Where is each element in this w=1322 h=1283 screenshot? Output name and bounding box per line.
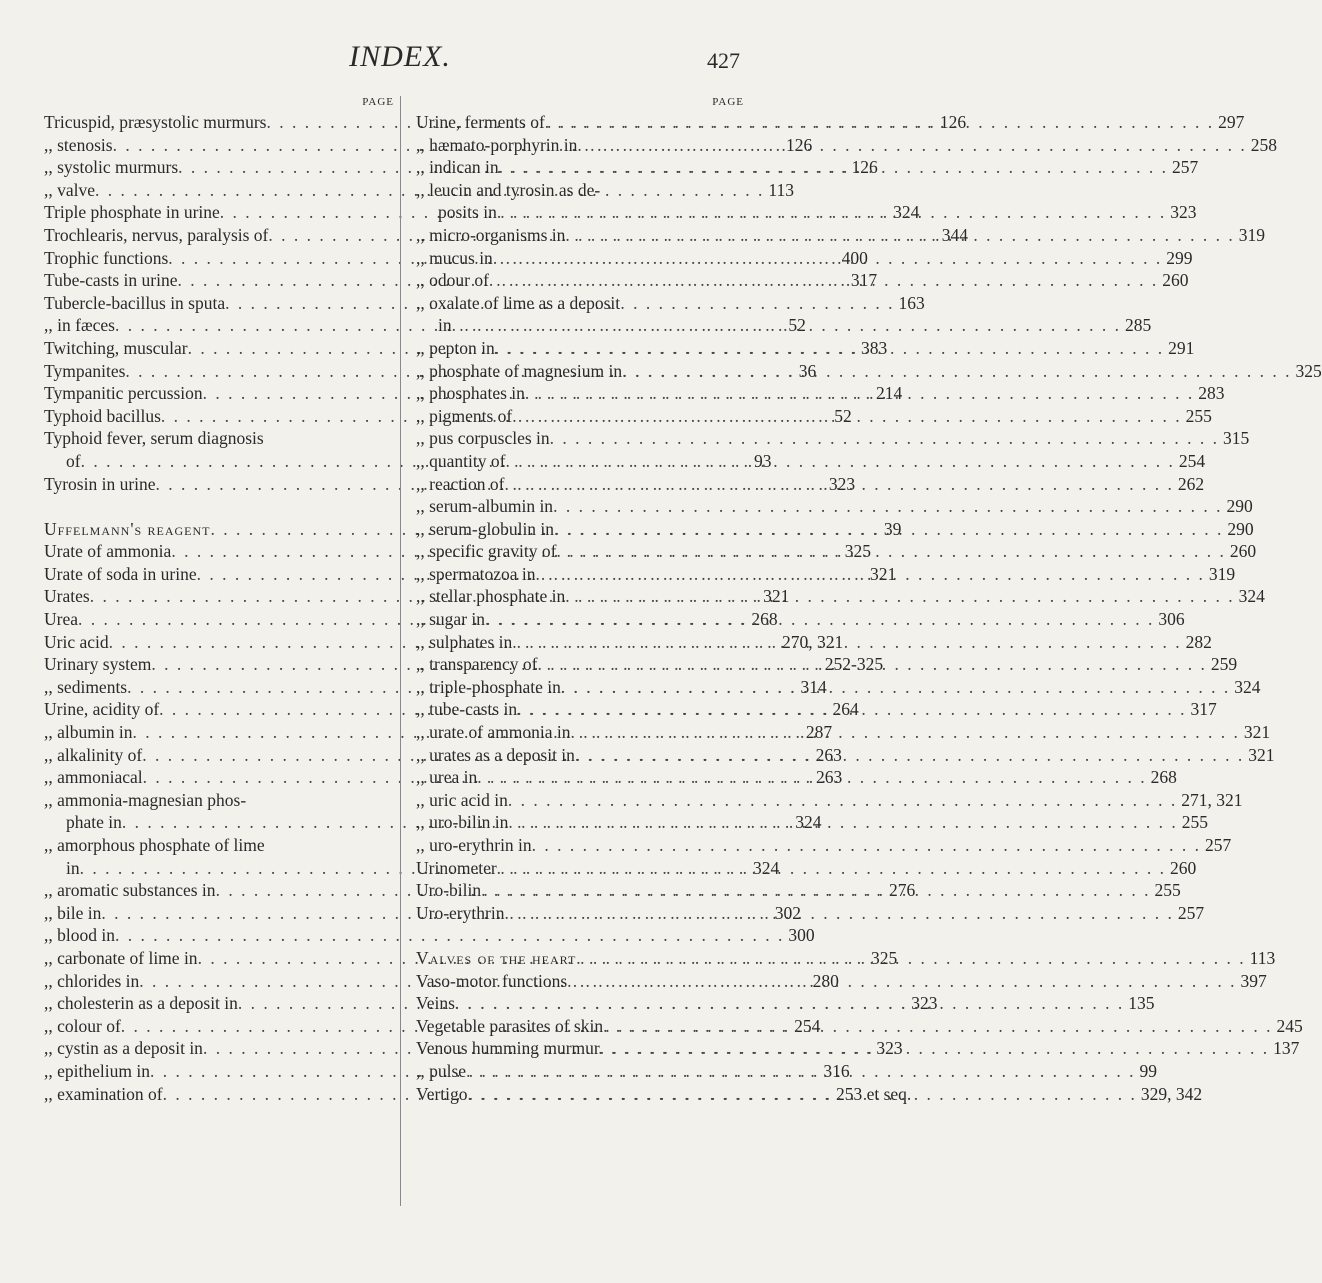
entry-term: Triple phosphate in urine — [44, 202, 220, 223]
dot-leader — [481, 879, 1150, 902]
entry-page-number: 400 — [841, 247, 868, 268]
entry-page-number: 93 — [753, 450, 772, 471]
entry-page-number: 263 — [815, 744, 842, 765]
page-title: INDEX. — [349, 40, 451, 73]
entry-term: ,, urate of ammonia in — [416, 722, 571, 743]
dot-leader — [499, 156, 1168, 179]
entry-page-number: 323 — [876, 1038, 903, 1059]
entry-term: Tricuspid, præsystolic murmurs — [44, 112, 267, 132]
entry-term: ,, mucus in — [416, 247, 493, 268]
entry-page-number: 299 — [1166, 247, 1193, 268]
entry-page-number: 260 — [1229, 541, 1257, 562]
entry-page-number: 268 — [751, 609, 778, 630]
entry-term: ,, bile in — [44, 902, 102, 923]
entry-term: Valves of the heart — [416, 947, 577, 968]
entry-term: Typhoid fever, serum diagnosis — [44, 428, 264, 449]
entry-page-number: 283 — [1198, 383, 1225, 404]
entry-term: Urine, acidity of — [44, 699, 160, 720]
entry-page-number: 325 — [844, 541, 871, 562]
entry-page-number: 324 — [795, 812, 822, 833]
entry-term: Typhoid bacillus — [44, 405, 161, 426]
entry-term: Urea — [44, 609, 79, 630]
dot-leader — [505, 450, 1174, 473]
entry-term: Tube-casts in urine — [44, 270, 178, 291]
entry-term: ,, tube-casts in — [416, 699, 518, 720]
dot-leader — [512, 405, 1181, 428]
entry-term: Trophic functions — [44, 247, 169, 268]
entry-page-number: 383 — [860, 337, 888, 358]
entry-term: Uro-bilin — [416, 880, 482, 901]
entry-term: Veins — [416, 993, 455, 1014]
entry-term: ,, uro-erythrin in — [416, 835, 532, 855]
entry-term: ,, sediments — [44, 676, 128, 697]
entry-page-number: 259 — [1210, 654, 1238, 675]
entry-term: Uro-erythrin — [416, 902, 505, 923]
entry-term: Tyrosin in urine — [44, 473, 156, 494]
dot-leader — [537, 653, 1206, 676]
dot-leader — [497, 857, 1166, 880]
entry-term: ,, odour of — [416, 270, 489, 291]
index-entry — [44, 924, 815, 947]
entry-page-number: 52 — [788, 315, 806, 336]
entry-page-number: 344 — [941, 224, 969, 245]
entry-term: ,, stenosis — [44, 134, 113, 155]
entry-page-number: 263 — [816, 767, 843, 788]
entry-page-number: 276 — [888, 880, 916, 901]
dot-leader — [493, 247, 1162, 270]
entry-term: ,, pulse — [416, 1060, 467, 1081]
entry-page-number: 324 — [893, 202, 920, 223]
entry-term: ,, pigments of — [416, 405, 513, 426]
entry-page-number: 324 — [1234, 676, 1261, 697]
dot-leader — [545, 111, 1214, 134]
entry-term: in — [66, 857, 80, 878]
index-entry — [416, 789, 1243, 812]
entry-term: ,, cystin as a deposit in — [44, 1038, 203, 1059]
entry-page-number: 36 — [798, 360, 817, 381]
entry-term: in — [438, 315, 452, 336]
entry-term: Vaso-motor functions — [416, 970, 568, 991]
entry-page-number: 214 — [876, 383, 903, 404]
entry-page-number: 126 — [939, 112, 967, 132]
entry-term: ,, amorphous phosphate of lime — [44, 835, 265, 855]
dot-leader — [517, 698, 1186, 721]
entry-term: ,, stellar phosphate in — [416, 586, 566, 607]
entry-term: ,, uric acid in — [416, 789, 508, 810]
entry-page-number: 324 — [753, 857, 780, 878]
dot-leader — [550, 427, 1219, 450]
entry-page-number: 257 — [1172, 157, 1199, 178]
entry-page-number: 317 — [1190, 699, 1217, 720]
entry-term: posits in — [438, 202, 497, 223]
dot-leader — [536, 563, 1205, 586]
page-number: 427 — [707, 48, 740, 73]
dot-leader — [565, 224, 1234, 247]
entry-page-number: 325 — [1295, 360, 1322, 381]
entry-page-number: 297 — [1218, 112, 1245, 132]
entry-term: ,, indican in — [416, 157, 499, 178]
entry-page-number: 135 — [1128, 993, 1155, 1014]
index-entry — [416, 292, 744, 315]
index-entry — [416, 834, 1232, 857]
entry-term: ,, in fæces — [44, 315, 115, 336]
entry-page-number: 321 — [1243, 722, 1271, 743]
dot-leader — [567, 970, 1236, 993]
dot-leader — [495, 337, 1164, 360]
entry-page-number: 163 — [898, 292, 925, 313]
entry-page-number: 325 — [870, 947, 898, 968]
entry-term: ,, transparency of — [416, 654, 538, 675]
entry-term: ,, colour of — [44, 1015, 121, 1036]
entry-term: ,, hæmato-porphyrin in — [416, 134, 578, 155]
entry-term: ,, albumin in — [44, 722, 133, 743]
dot-leader — [553, 495, 1222, 518]
dot-leader — [603, 1015, 1272, 1038]
entry-term: ,, phosphates in — [416, 383, 525, 404]
entry-term: ,, spermatozoa in — [416, 563, 536, 584]
entry-term: Urine, ferments of — [416, 112, 545, 132]
entry-term: ,, phosphate of magnesium in — [416, 360, 623, 381]
entry-page-number: 321 — [763, 586, 790, 607]
entry-page-number: 319 — [1208, 563, 1236, 584]
entry-term: Urate of ammonia — [44, 541, 172, 562]
entry-page-number: 39 — [883, 518, 902, 539]
entry-page-number: 264 — [832, 699, 859, 720]
dot-leader — [622, 360, 1291, 383]
dot-leader — [561, 676, 1230, 699]
entry-page-number: 285 — [1125, 315, 1152, 336]
entry-page-number: 254 — [1178, 450, 1206, 471]
entry-page-number: 316 — [823, 1060, 850, 1081]
entry-term: phate in — [66, 812, 122, 833]
entry-term: of — [66, 450, 81, 471]
entry-term: ,, micro-organisms in — [416, 224, 566, 245]
index-entry — [416, 179, 744, 202]
section-spacer — [44, 495, 394, 518]
entry-page-number: 262 — [1177, 473, 1205, 494]
entry-page-number: 314 — [800, 676, 827, 697]
entry-term: Uffelmann's reagent — [44, 518, 211, 539]
dot-leader — [525, 382, 1194, 405]
entry-term: ,, urates as a deposit in — [416, 744, 575, 765]
index-entry — [44, 314, 806, 337]
entry-term: ,, triple-phosphate in — [416, 676, 561, 697]
entry-term: ,, sulphates in — [416, 631, 513, 652]
entry-term: Uric acid — [44, 631, 109, 652]
entry-page-number: 300 — [788, 925, 815, 946]
entry-page-number: 260 — [1170, 857, 1197, 878]
entry-term: Vertigo — [416, 1083, 468, 1104]
entry-page-number: 319 — [1238, 224, 1266, 245]
entry-term: ,, reaction of — [416, 473, 505, 494]
dot-leader — [508, 789, 1177, 812]
entry-term: ,, cholesterin as a deposit in — [44, 993, 238, 1014]
entry-term: ,, chlorides in — [44, 970, 140, 991]
entry-page-number: 137 — [1273, 1038, 1300, 1059]
dot-leader — [600, 1037, 1269, 1060]
dot-leader — [571, 721, 1240, 744]
entry-term: ,, pepton in — [416, 337, 495, 358]
entry-term: Vegetable parasites of skin — [416, 1015, 604, 1036]
dot-leader — [556, 540, 1225, 563]
entry-term: ,, blood in — [44, 925, 115, 946]
entry-term: ,, quantity of — [416, 450, 506, 471]
dot-leader — [485, 608, 1154, 631]
entry-page-number: 270, 321 — [782, 631, 844, 652]
dot-leader — [452, 314, 1121, 337]
entry-term: ,, carbonate of lime in — [44, 947, 198, 968]
dot-leader — [497, 201, 1166, 224]
entry-page-number: 252-325 — [824, 654, 884, 675]
entry-page-number: 254 — [794, 1015, 821, 1036]
entry-page-number: 323 — [828, 473, 856, 494]
entry-term: Urate of soda in urine — [44, 563, 197, 584]
entry-page-number: 99 — [1139, 1060, 1157, 1081]
column-divider — [400, 96, 401, 1206]
entry-page-number: 113 — [1249, 947, 1276, 968]
entry-term: ,, specific gravity of — [416, 541, 557, 562]
entry-term: ,, valve — [44, 179, 96, 200]
index-entry — [44, 427, 394, 450]
dot-leader — [504, 473, 1173, 496]
entry-page-number: 291 — [1168, 337, 1195, 358]
entry-term: Trochlearis, nervus, paralysis of — [44, 224, 269, 245]
entry-page-number: 323 — [911, 993, 938, 1014]
index-entry — [416, 427, 1250, 450]
section-spacer — [416, 924, 744, 947]
entry-term: Urinary system — [44, 654, 152, 675]
entry-term: ,, serum-albumin in — [416, 496, 554, 517]
entry-term: Tympanites — [44, 360, 126, 381]
entry-page-number: 290 — [1227, 518, 1254, 539]
entry-term: ,, leucin and tyrosin as de- — [416, 179, 601, 200]
dot-leader — [512, 631, 1181, 654]
dot-leader — [455, 992, 1124, 1015]
entry-page-number: 245 — [1276, 1015, 1303, 1036]
dot-leader — [508, 811, 1177, 834]
entry-page-number: 306 — [1158, 609, 1185, 630]
entry-term: ,, ammoniacal — [44, 767, 143, 788]
entry-page-number: 258 — [1250, 134, 1277, 155]
entry-page-number: 257 — [1205, 835, 1232, 855]
index-entry — [44, 789, 394, 812]
entry-term: Tympanitic percussion — [44, 383, 203, 404]
entry-term: ,, examination of — [44, 1083, 163, 1104]
dot-leader — [468, 1083, 1137, 1106]
column-page-label: PAGE — [712, 96, 744, 108]
dot-leader — [576, 947, 1245, 970]
dot-leader — [477, 766, 1146, 789]
entry-page-number: 323 — [1170, 202, 1197, 223]
entry-page-number: 287 — [805, 722, 833, 743]
entry-page-number: 317 — [850, 270, 878, 291]
entry-page-number: 52 — [834, 405, 852, 426]
entry-term: Urates — [44, 586, 90, 607]
entry-term: Tubercle-bacillus in sputa — [44, 292, 226, 313]
entry-page-number: 255 — [1185, 405, 1212, 426]
dot-leader — [532, 834, 1201, 857]
dot-leader — [554, 518, 1223, 541]
entry-page-number: 324 — [1238, 586, 1265, 607]
entry-term: ,, aromatic substances in — [44, 880, 216, 901]
column-page-label: PAGE — [362, 96, 394, 108]
entry-page-number: 255 — [1181, 812, 1208, 833]
dot-leader — [575, 744, 1244, 767]
entry-page-number: 280 — [812, 970, 839, 991]
entry-page-number: 260 — [1162, 270, 1189, 291]
entry-term: ,, urea in — [416, 767, 478, 788]
entry-page-number: 271, 321 — [1181, 789, 1243, 810]
entry-term: ,, sugar in — [416, 609, 486, 630]
dot-leader — [504, 902, 1173, 925]
entry-page-number: 321 — [1248, 744, 1275, 765]
entry-term: ,, uro-bilin in — [416, 812, 509, 833]
entry-term: ,, ammonia-magnesian phos- — [44, 789, 247, 810]
dot-leader — [565, 585, 1234, 608]
entry-term: ,, alkalinity of — [44, 744, 143, 765]
dot-leader — [489, 269, 1158, 292]
entry-page-number: 315 — [1223, 428, 1250, 449]
index-entry — [416, 495, 1253, 518]
entry-page-number: 255 — [1154, 880, 1181, 901]
entry-page-number: 302 — [774, 902, 801, 923]
entry-term: Urinometer — [416, 857, 497, 878]
entry-term: ,, systolic murmurs — [44, 157, 179, 178]
entry-page-number: 397 — [1240, 970, 1267, 991]
entry-page-number: 321 — [869, 563, 897, 584]
entry-page-number: 329, 342 — [1140, 1083, 1203, 1104]
entry-page-number: 290 — [1226, 496, 1253, 517]
entry-page-number: 126 — [851, 157, 878, 178]
entry-page-number: 126 — [785, 134, 813, 155]
entry-term: ,, serum-globulin in — [416, 518, 555, 539]
entry-page-number: 282 — [1185, 631, 1212, 652]
entry-term: Twitching, muscular — [44, 337, 188, 358]
page-header — [0, 40, 800, 80]
entry-page-number: 113 — [768, 179, 795, 200]
entry-term: ,, pus corpuscles in — [416, 428, 550, 449]
entry-page-number: 257 — [1177, 902, 1205, 923]
entry-page-number: 253 et seq. — [835, 1083, 912, 1104]
dot-leader — [466, 1060, 1135, 1083]
entry-page-number: 268 — [1150, 767, 1177, 788]
entry-term: Venous humming murmur — [416, 1038, 600, 1059]
dot-leader — [577, 134, 1246, 157]
entry-term: ,, oxalate of lime as a deposit — [416, 292, 621, 313]
entry-term: ,, epithelium in — [44, 1060, 150, 1081]
index-entry — [44, 834, 394, 857]
